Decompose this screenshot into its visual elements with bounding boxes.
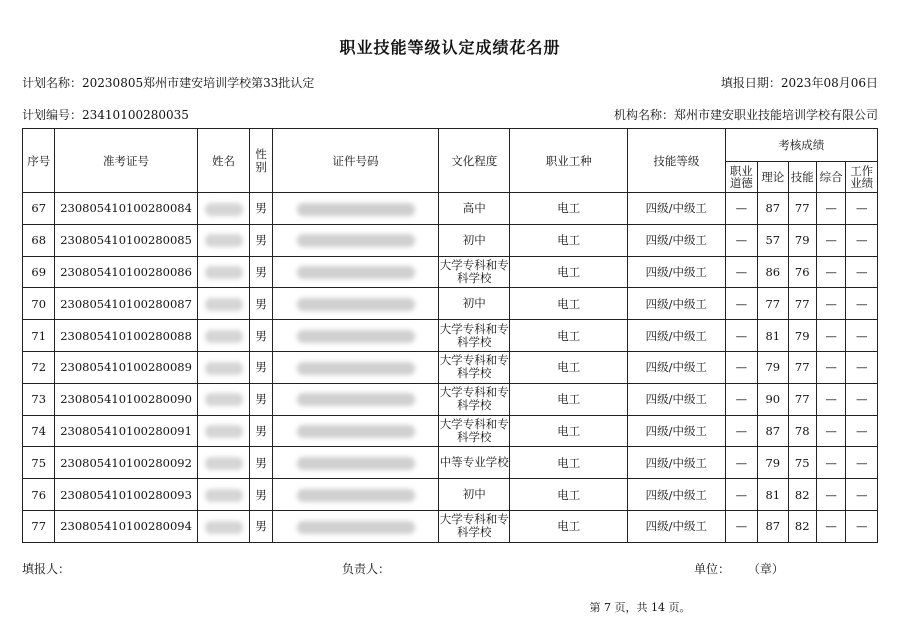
cell-overall: — [816, 320, 845, 352]
responsible-label: 负责人： [342, 562, 391, 576]
plan-name-label: 计划名称： [22, 76, 83, 90]
cell-gender: 男 [250, 351, 272, 383]
redacted-name [205, 457, 243, 470]
cell-theory: 81 [758, 479, 788, 511]
cell-job: 电工 [510, 479, 628, 511]
cell-theory: 86 [758, 256, 788, 288]
cell-job: 电工 [510, 351, 628, 383]
cell-level: 四级/中级工 [628, 510, 725, 542]
score-roster-table [22, 128, 878, 543]
cell-name [197, 510, 250, 542]
cell-job: 电工 [510, 193, 628, 225]
org-name-value: 郑州市建安职业技能培训学校有限公司 [673, 108, 878, 122]
cell-performance: — [846, 256, 878, 288]
cell-overall: — [816, 193, 845, 225]
cell-level: 四级/中级工 [628, 320, 725, 352]
cell-gender: 男 [250, 256, 272, 288]
redacted-name [205, 234, 243, 247]
cell-ethics: — [725, 510, 757, 542]
cell-level: 四级/中级工 [628, 351, 725, 383]
cell-ethics: — [725, 224, 757, 256]
header-name: 姓名 [197, 129, 250, 193]
cell-level: 四级/中级工 [628, 288, 725, 320]
cell-theory: 79 [758, 447, 788, 479]
cell-exam-no: 230805410100280085 [55, 224, 197, 256]
cell-theory: 87 [758, 510, 788, 542]
cell-level: 四级/中级工 [628, 256, 725, 288]
redacted-name [205, 489, 243, 502]
fill-date [721, 74, 878, 91]
cell-ethics: — [725, 383, 757, 415]
cell-skill: 77 [788, 288, 816, 320]
cell-id-no [272, 224, 439, 256]
redacted-id-number [297, 330, 415, 343]
unit-text: 单位： [694, 562, 731, 576]
cell-exam-no: 230805410100280086 [55, 256, 197, 288]
cell-overall: — [816, 447, 845, 479]
cell-skill: 79 [788, 224, 816, 256]
fill-date-value: 2023年08月06日 [780, 76, 878, 90]
cell-performance: — [846, 193, 878, 225]
cell-skill: 78 [788, 415, 816, 447]
table-row [23, 447, 878, 479]
cell-overall: — [816, 510, 845, 542]
cell-education: 大学专科和专科学校 [439, 351, 510, 383]
header-performance: 工作业绩 [846, 162, 878, 193]
table-row [23, 415, 878, 447]
cell-skill: 77 [788, 351, 816, 383]
cell-overall: — [816, 383, 845, 415]
cell-ethics: — [725, 447, 757, 479]
cell-name [197, 351, 250, 383]
table-row [23, 193, 878, 225]
seal-text: （章） [747, 562, 784, 576]
cell-performance: — [846, 415, 878, 447]
cell-overall: — [816, 351, 845, 383]
cell-theory: 79 [758, 351, 788, 383]
cell-exam-no: 230805410100280090 [55, 383, 197, 415]
cell-job: 电工 [510, 320, 628, 352]
cell-overall: — [816, 224, 845, 256]
cell-gender: 男 [250, 288, 272, 320]
cell-gender: 男 [250, 383, 272, 415]
cell-level: 四级/中级工 [628, 415, 725, 447]
cell-name [197, 415, 250, 447]
header-id-no: 证件号码 [272, 129, 439, 193]
table-row [23, 288, 878, 320]
cell-job: 电工 [510, 288, 628, 320]
cell-skill: 76 [788, 256, 816, 288]
cell-exam-no: 230805410100280088 [55, 320, 197, 352]
header-overall: 综合 [816, 162, 845, 193]
cell-exam-no: 230805410100280092 [55, 447, 197, 479]
redacted-id-number [297, 425, 415, 438]
header-gender: 性别 [250, 129, 272, 193]
cell-seq: 69 [23, 256, 55, 288]
cell-gender: 男 [250, 479, 272, 511]
cell-education: 高中 [439, 193, 510, 225]
cell-seq: 70 [23, 288, 55, 320]
redacted-name [205, 393, 243, 406]
cell-performance: — [846, 383, 878, 415]
cell-id-no [272, 193, 439, 225]
redacted-id-number [297, 393, 415, 406]
cell-exam-no: 230805410100280091 [55, 415, 197, 447]
cell-job: 电工 [510, 383, 628, 415]
cell-name [197, 288, 250, 320]
table-row [23, 320, 878, 352]
page-title: 职业技能等级认定成绩花名册 [339, 38, 561, 57]
cell-performance: — [846, 351, 878, 383]
fill-date-label: 填报日期： [720, 76, 781, 90]
cell-id-no [272, 415, 439, 447]
cell-skill: 77 [788, 383, 816, 415]
cell-job: 电工 [510, 256, 628, 288]
cell-gender: 男 [250, 447, 272, 479]
cell-seq: 72 [23, 351, 55, 383]
plan-name [22, 74, 314, 91]
cell-education: 初中 [439, 479, 510, 511]
cell-exam-no: 230805410100280084 [55, 193, 197, 225]
header-education: 文化程度 [439, 129, 510, 193]
page-indicator-text: 第 7 页，共 14 页。 [589, 601, 691, 614]
cell-education: 大学专科和专科学校 [439, 320, 510, 352]
cell-name [197, 256, 250, 288]
redacted-id-number [297, 234, 415, 247]
cell-seq: 75 [23, 447, 55, 479]
cell-level: 四级/中级工 [628, 224, 725, 256]
cell-theory: 81 [758, 320, 788, 352]
cell-theory: 87 [758, 193, 788, 225]
cell-overall: — [816, 415, 845, 447]
unit-label [694, 560, 784, 577]
cell-ethics: — [725, 415, 757, 447]
cell-name [197, 320, 250, 352]
redacted-id-number [297, 457, 415, 470]
org-name-label: 机构名称： [613, 108, 674, 122]
cell-theory: 57 [758, 224, 788, 256]
cell-performance: — [846, 288, 878, 320]
cell-education: 中等专业学校 [439, 447, 510, 479]
cell-ethics: — [725, 256, 757, 288]
cell-skill: 75 [788, 447, 816, 479]
redacted-name [205, 521, 243, 534]
redacted-name [205, 203, 243, 216]
cell-ethics: — [725, 320, 757, 352]
table-row [23, 256, 878, 288]
cell-id-no [272, 256, 439, 288]
cell-ethics: — [725, 193, 757, 225]
cell-theory: 77 [758, 288, 788, 320]
org-name [614, 106, 878, 123]
cell-performance: — [846, 320, 878, 352]
cell-overall: — [816, 288, 845, 320]
cell-id-no [272, 479, 439, 511]
plan-number [22, 106, 189, 123]
redacted-id-number [297, 266, 415, 279]
cell-education: 初中 [439, 288, 510, 320]
redacted-id-number [297, 521, 415, 534]
cell-id-no [272, 383, 439, 415]
cell-name [197, 447, 250, 479]
cell-gender: 男 [250, 320, 272, 352]
header-scores-group: 考核成绩 [725, 129, 877, 162]
header-exam-no: 准考证号 [55, 129, 197, 193]
cell-gender: 男 [250, 510, 272, 542]
table-row [23, 383, 878, 415]
cell-theory: 90 [758, 383, 788, 415]
table-row [23, 510, 878, 542]
cell-education: 大学专科和专科学校 [439, 510, 510, 542]
cell-performance: — [846, 447, 878, 479]
plan-number-value: 23410100280035 [82, 108, 189, 122]
header-seq: 序号 [23, 129, 55, 193]
cell-skill: 79 [788, 320, 816, 352]
cell-name [197, 383, 250, 415]
cell-level: 四级/中级工 [628, 193, 725, 225]
redacted-name [205, 425, 243, 438]
filler-label: 填报人： [22, 562, 71, 576]
cell-id-no [272, 510, 439, 542]
redacted-id-number [297, 298, 415, 311]
cell-seq: 71 [23, 320, 55, 352]
cell-seq: 68 [23, 224, 55, 256]
redacted-name [205, 330, 243, 343]
cell-name [197, 479, 250, 511]
redacted-name [205, 266, 243, 279]
cell-seq: 77 [23, 510, 55, 542]
cell-education: 大学专科和专科学校 [439, 415, 510, 447]
cell-ethics: — [725, 288, 757, 320]
cell-ethics: — [725, 351, 757, 383]
cell-performance: — [846, 510, 878, 542]
cell-gender: 男 [250, 415, 272, 447]
cell-level: 四级/中级工 [628, 479, 725, 511]
cell-ethics: — [725, 479, 757, 511]
header-skill: 技能 [788, 162, 816, 193]
cell-theory: 87 [758, 415, 788, 447]
redacted-id-number [297, 362, 415, 375]
cell-skill: 82 [788, 510, 816, 542]
plan-name-value: 20230805郑州市建安培训学校第33批认定 [82, 76, 315, 90]
table-row [23, 479, 878, 511]
cell-seq: 74 [23, 415, 55, 447]
cell-overall: — [816, 479, 845, 511]
cell-level: 四级/中级工 [628, 383, 725, 415]
cell-education: 大学专科和专科学校 [439, 256, 510, 288]
cell-id-no [272, 447, 439, 479]
cell-exam-no: 230805410100280087 [55, 288, 197, 320]
cell-exam-no: 230805410100280089 [55, 351, 197, 383]
cell-name [197, 224, 250, 256]
page-indicator [0, 599, 900, 615]
cell-education: 大学专科和专科学校 [439, 383, 510, 415]
cell-skill: 77 [788, 193, 816, 225]
cell-performance: — [846, 479, 878, 511]
redacted-name [205, 362, 243, 375]
redacted-id-number [297, 489, 415, 502]
table-row [23, 224, 878, 256]
cell-exam-no: 230805410100280093 [55, 479, 197, 511]
cell-job: 电工 [510, 447, 628, 479]
header-job: 职业工种 [510, 129, 628, 193]
cell-gender: 男 [250, 193, 272, 225]
cell-id-no [272, 320, 439, 352]
cell-exam-no: 230805410100280094 [55, 510, 197, 542]
header-ethics: 职业道德 [725, 162, 757, 193]
cell-job: 电工 [510, 510, 628, 542]
plan-number-label: 计划编号： [22, 108, 83, 122]
cell-gender: 男 [250, 224, 272, 256]
cell-level: 四级/中级工 [628, 447, 725, 479]
table-row [23, 351, 878, 383]
cell-id-no [272, 288, 439, 320]
header-theory: 理论 [758, 162, 788, 193]
cell-seq: 76 [23, 479, 55, 511]
cell-job: 电工 [510, 415, 628, 447]
cell-performance: — [846, 224, 878, 256]
cell-name [197, 193, 250, 225]
redacted-name [205, 298, 243, 311]
cell-job: 电工 [510, 224, 628, 256]
cell-seq: 67 [23, 193, 55, 225]
cell-overall: — [816, 256, 845, 288]
cell-education: 初中 [439, 224, 510, 256]
header-level: 技能等级 [628, 129, 725, 193]
cell-seq: 73 [23, 383, 55, 415]
cell-id-no [272, 351, 439, 383]
redacted-id-number [297, 203, 415, 216]
cell-skill: 82 [788, 479, 816, 511]
